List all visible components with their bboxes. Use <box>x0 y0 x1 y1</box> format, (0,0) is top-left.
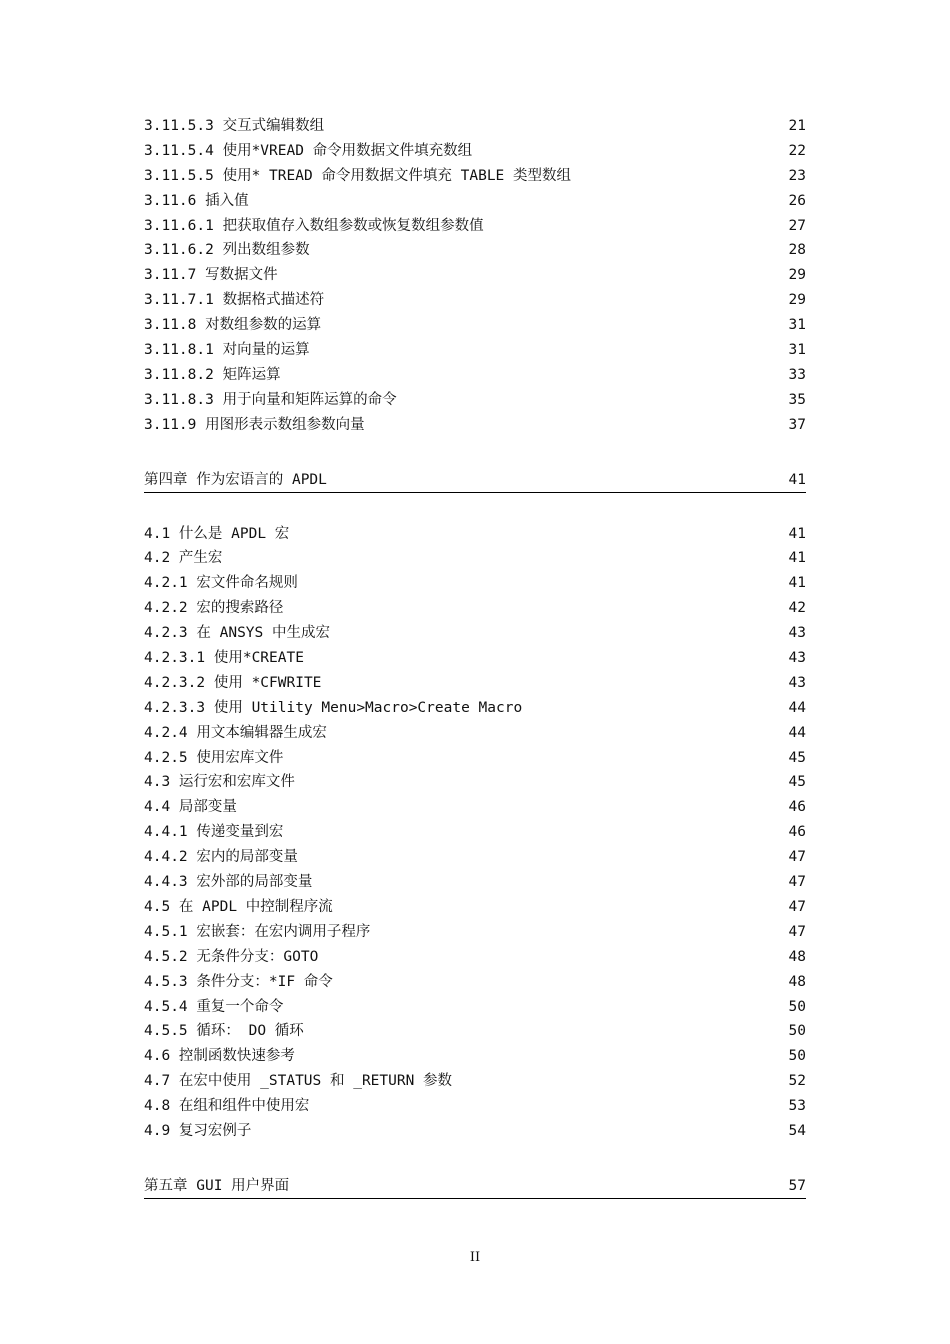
toc-entry-page: 53 <box>788 1098 806 1115</box>
toc-entry-title: 4.2 产生宏 <box>144 550 223 567</box>
toc-entry-title: 4.2.2 宏的搜索路径 <box>144 600 284 617</box>
toc-entry-title: 4.3 运行宏和宏库文件 <box>144 774 295 791</box>
toc-entry[interactable] <box>144 820 806 845</box>
toc-entry[interactable] <box>144 920 806 945</box>
toc-entry-page: 26 <box>788 192 806 209</box>
toc-entry[interactable] <box>144 1119 806 1144</box>
toc-entry-title: 4.5.3 条件分支：*IF 命令 <box>144 973 333 990</box>
toc-entry-page: 48 <box>788 948 806 965</box>
toc-entry-title: 4.5.4 重复一个命令 <box>144 998 284 1015</box>
toc-entry-page: 31 <box>788 317 806 334</box>
toc-entry[interactable] <box>144 621 806 646</box>
toc-entry-title: 3.11.7.1 数据格式描述符 <box>144 292 325 309</box>
toc-entry[interactable] <box>144 895 806 920</box>
toc-entry[interactable] <box>144 522 806 547</box>
toc-entry-page: 41 <box>788 575 806 592</box>
toc-entry[interactable] <box>144 164 806 189</box>
toc-entry-title: 3.11.8.1 对向量的运算 <box>144 342 310 359</box>
toc-entry-title: 4.8 在组和组件中使用宏 <box>144 1098 310 1115</box>
toc-entry-page: 47 <box>788 874 806 891</box>
toc-entry-title: 4.2.3.1 使用*CREATE <box>144 650 304 667</box>
toc-entry-page: 47 <box>788 849 806 866</box>
toc-entry[interactable] <box>144 189 806 214</box>
toc-entry[interactable] <box>144 970 806 995</box>
toc-entry-page: 48 <box>788 973 806 990</box>
toc-entry-page: 54 <box>788 1122 806 1139</box>
toc-entry-title: 4.5.2 无条件分支：GOTO <box>144 948 319 965</box>
toc-entry[interactable] <box>144 263 806 288</box>
toc-entry[interactable] <box>144 696 806 721</box>
toc-entry-page: 28 <box>788 242 806 259</box>
toc-chapter-4[interactable] <box>144 468 806 493</box>
toc-entry-title: 4.6 控制函数快速参考 <box>144 1048 295 1065</box>
toc-entry-page: 52 <box>788 1073 806 1090</box>
toc-entry[interactable] <box>144 721 806 746</box>
toc-entry-page: 21 <box>788 118 806 134</box>
toc-entry[interactable] <box>144 671 806 696</box>
toc-entry-page: 41 <box>788 550 806 567</box>
toc-entry-title: 4.7 在宏中使用 _STATUS 和 _RETURN 参数 <box>144 1073 453 1090</box>
toc-entry-title: 3.11.6.2 列出数组参数 <box>144 242 310 259</box>
toc-entry[interactable] <box>144 214 806 239</box>
toc-entry-page: 43 <box>788 674 806 691</box>
toc-entry-page: 31 <box>788 342 806 359</box>
toc-entry[interactable] <box>144 546 806 571</box>
toc-entry-title: 4.5.5 循环： DO 循环 <box>144 1023 304 1040</box>
toc-entry-page: 29 <box>788 292 806 309</box>
toc-entry-page: 27 <box>788 217 806 234</box>
toc-entry[interactable] <box>144 1094 806 1119</box>
toc-entry[interactable] <box>144 363 806 388</box>
toc-entry-title: 4.2.1 宏文件命名规则 <box>144 575 298 592</box>
toc-entry-page: 42 <box>788 600 806 617</box>
toc-entry-title: 4.4.2 宏内的局部变量 <box>144 849 298 866</box>
toc-entry[interactable] <box>144 139 806 164</box>
toc-entry-page: 50 <box>788 1023 806 1040</box>
toc-entry-page: 35 <box>788 391 806 408</box>
toc-entry-page: 37 <box>788 416 806 433</box>
toc-entry[interactable] <box>144 746 806 771</box>
toc-section-4 <box>144 522 806 1144</box>
toc-entry[interactable] <box>144 1069 806 1094</box>
chapter-title: 第五章 GUI 用户界面 <box>144 1177 290 1194</box>
toc-entry-page: 47 <box>788 898 806 915</box>
toc-entry[interactable] <box>144 646 806 671</box>
toc-entry[interactable] <box>144 313 806 338</box>
toc-entry-page: 45 <box>788 774 806 791</box>
toc-entry-title: 4.4.1 传递变量到宏 <box>144 824 284 841</box>
toc-chapter-5[interactable] <box>144 1174 806 1199</box>
page-number: II <box>469 1250 481 1265</box>
toc-entry[interactable] <box>144 571 806 596</box>
toc-entry-page: 44 <box>788 699 806 716</box>
toc-entry-title: 3.11.7 写数据文件 <box>144 267 278 284</box>
toc-entry-page: 45 <box>788 749 806 766</box>
toc-entry-page: 46 <box>788 824 806 841</box>
toc-entry-title: 3.11.8 对数组参数的运算 <box>144 317 322 334</box>
toc-entry-title: 4.2.5 使用宏库文件 <box>144 749 284 766</box>
toc-entry[interactable] <box>144 795 806 820</box>
toc-entry-page: 50 <box>788 998 806 1015</box>
toc-entry-title: 4.2.4 用文本编辑器生成宏 <box>144 724 327 741</box>
toc-entry[interactable] <box>144 413 806 438</box>
toc-entry-title: 3.11.5.5 使用* TREAD 命令用数据文件填充 TABLE 类型数组 <box>144 167 572 184</box>
toc-entry-title: 3.11.8.2 矩阵运算 <box>144 366 281 383</box>
toc-entry-page: 41 <box>788 525 806 542</box>
toc-entry[interactable] <box>144 1019 806 1044</box>
toc-entry[interactable] <box>144 238 806 263</box>
toc-entry[interactable] <box>144 388 806 413</box>
toc-entry-title: 3.11.6.1 把获取值存入数组参数或恢复数组参数值 <box>144 217 484 234</box>
toc-entry-title: 3.11.6 插入值 <box>144 192 249 209</box>
toc-entry-page: 50 <box>788 1048 806 1065</box>
toc-entry[interactable] <box>144 770 806 795</box>
toc-entry[interactable] <box>144 1044 806 1069</box>
toc-entry[interactable] <box>144 995 806 1020</box>
toc-entry[interactable] <box>144 870 806 895</box>
toc-entry-title: 4.2.3.3 使用 Utility Menu>Macro>Create Macro <box>144 699 523 716</box>
toc-entry[interactable] <box>144 288 806 313</box>
toc-entry[interactable] <box>144 338 806 363</box>
toc-entry-title: 4.2.3 在 ANSYS 中生成宏 <box>144 625 330 642</box>
toc-section-3-11 <box>144 114 806 438</box>
toc-entry-page: 44 <box>788 724 806 741</box>
toc-entry-page: 43 <box>788 625 806 642</box>
toc-entry[interactable] <box>144 114 806 139</box>
toc-entry-page: 47 <box>788 923 806 940</box>
toc-entry-title: 4.2.3.2 使用 *CFWRITE <box>144 674 322 691</box>
toc-entry-title: 4.5 在 APDL 中控制程序流 <box>144 898 333 915</box>
toc-entry-title: 4.1 什么是 APDL 宏 <box>144 525 290 542</box>
table-of-contents <box>144 114 806 1199</box>
toc-entry-page: 29 <box>788 267 806 284</box>
toc-entry-title: 3.11.9 用图形表示数组参数向量 <box>144 416 365 433</box>
toc-entry-page: 22 <box>788 142 806 159</box>
toc-entry-page: 43 <box>788 650 806 667</box>
toc-entry[interactable] <box>144 845 806 870</box>
toc-entry[interactable] <box>144 596 806 621</box>
toc-entry-title: 4.4.3 宏外部的局部变量 <box>144 874 313 891</box>
toc-entry-page: 23 <box>788 167 806 184</box>
toc-entry-title: 4.4 局部变量 <box>144 799 237 816</box>
toc-entry[interactable] <box>144 945 806 970</box>
toc-entry-page: 46 <box>788 799 806 816</box>
toc-entry-title: 4.5.1 宏嵌套：在宏内调用子程序 <box>144 923 371 940</box>
toc-entry-title: 4.9 复习宏例子 <box>144 1122 252 1139</box>
chapter-title: 第四章 作为宏语言的 APDL <box>144 471 327 488</box>
toc-entry-title: 3.11.5.4 使用*VREAD 命令用数据文件填充数组 <box>144 142 473 159</box>
toc-entry-title: 3.11.8.3 用于向量和矩阵运算的命令 <box>144 391 397 408</box>
toc-entry-page: 33 <box>788 366 806 383</box>
chapter-page-number: 57 <box>788 1177 806 1194</box>
chapter-page-number: 41 <box>788 471 806 488</box>
toc-entry-title: 3.11.5.3 交互式编辑数组 <box>144 118 325 134</box>
